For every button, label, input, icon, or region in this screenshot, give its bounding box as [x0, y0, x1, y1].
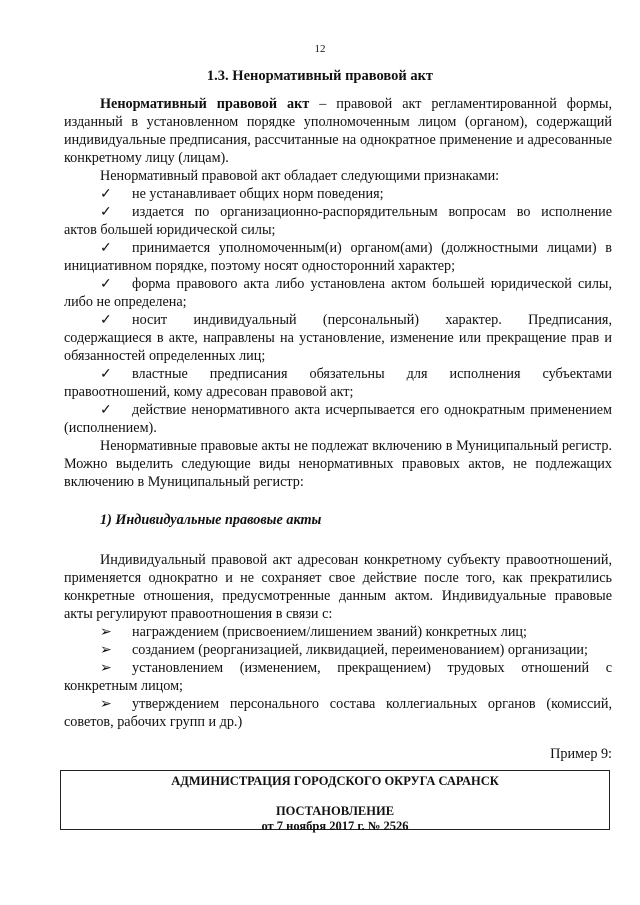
relation-text: установлением (изменением, прекращением) трудовых отношений с конкретным лицом; [64, 660, 612, 694]
arrow-bullet-icon: ➢ [100, 642, 112, 658]
example-doc-date: от 7 ноября 2017 г. № 2526 [261, 819, 409, 833]
feature-text: принимается уполномоченным(и) органом(ами) (должностными лицами) в инициативном порядке, поэтому носят односторонний характер; [64, 240, 612, 274]
feature-item [64, 185, 612, 203]
check-icon: ✓ [100, 186, 112, 202]
definition-text: – правовой акт регламентированной формы, изданный в установленном порядке уполномоченным лицом (органом), содержащий индивидуальные предписания, рассчитанные на однократное применение и адресованные конкретному лицу (лицам). [64, 96, 612, 166]
feature-text: властные предписания обязательны для исполнения субъектами правоотношений, кому адресован правовой акт; [64, 366, 612, 400]
check-icon: ✓ [100, 240, 112, 256]
example-label: Пример 9: [550, 746, 612, 762]
page-number: 12 [314, 43, 326, 55]
check-icon: ✓ [100, 276, 112, 292]
example-doc-type: ПОСТАНОВЛЕНИЕ [275, 804, 395, 818]
check-icon: ✓ [100, 312, 112, 328]
feature-text: не устанавливает общих норм поведения; [132, 186, 384, 202]
relation-text: утверждением персонального состава коллегиальных органов (комиссий, советов, рабочих групп и др.) [64, 696, 612, 730]
check-icon: ✓ [100, 366, 112, 382]
feature-text: форма правового акта либо установлена актом большей юридической силы, либо не определена; [64, 276, 612, 310]
relation-item [64, 695, 612, 731]
feature-text: носит индивидуальный (персональный) характер. Предписания, содержащиеся в акте, направлены на установление, изменение или прекращение прав и обязанностей определенных лиц; [64, 312, 612, 364]
relation-text: созданием (реорганизацией, ликвидацией, переименованием) организации; [132, 642, 588, 658]
feature-item [64, 365, 612, 401]
arrow-bullet-icon: ➢ [100, 696, 112, 712]
feature-item [64, 239, 612, 275]
feature-text: действие ненормативного акта исчерпывается его однократным применением (исполнением). [64, 402, 612, 436]
relation-item [64, 623, 612, 641]
page-content [64, 95, 612, 763]
definition-term: Ненормативный правовой акт [100, 96, 310, 112]
arrow-bullet-icon: ➢ [100, 660, 112, 676]
register-note: Ненормативные правовые акты не подлежат включению в Муниципальный регистр. Можно выделить следующие виды ненормативных правовых актов, не подлежащих включению в Муниципальный регистр: [64, 438, 612, 490]
relation-item [64, 659, 612, 695]
section-title: 1.3. Ненормативный правовой акт [206, 68, 434, 84]
arrow-bullet-icon: ➢ [100, 624, 112, 640]
example-box [60, 770, 610, 833]
relation-item [64, 641, 612, 659]
features-intro: Ненормативный правовой акт обладает следующими признаками: [100, 168, 500, 184]
feature-item [64, 275, 612, 311]
feature-text: издается по организационно-распорядительным вопросам во исполнение актов большей юридической силы; [64, 204, 612, 238]
feature-item [64, 401, 612, 437]
relation-text: награждением (присвоением/лишением званий) конкретных лиц; [132, 624, 527, 640]
subsection-title: 1) Индивидуальные правовые акты [100, 512, 322, 528]
feature-item [64, 203, 612, 239]
check-icon: ✓ [100, 402, 112, 418]
individual-definition: Индивидуальный правовой акт адресован конкретному субъекту правоотношений, применяется однократно и не сохраняет свое действие после того, как прекратились конкретные отношения, предусмотренные данным актом. Индивидуальные правовые акты регулируют правоотношения в связи с: [64, 552, 612, 622]
example-org-name: АДМИНИСТРАЦИЯ ГОРОДСКОГО ОКРУГА САРАНСК [171, 774, 499, 788]
check-icon: ✓ [100, 204, 112, 220]
feature-item [64, 311, 612, 365]
definition-paragraph [64, 95, 612, 167]
